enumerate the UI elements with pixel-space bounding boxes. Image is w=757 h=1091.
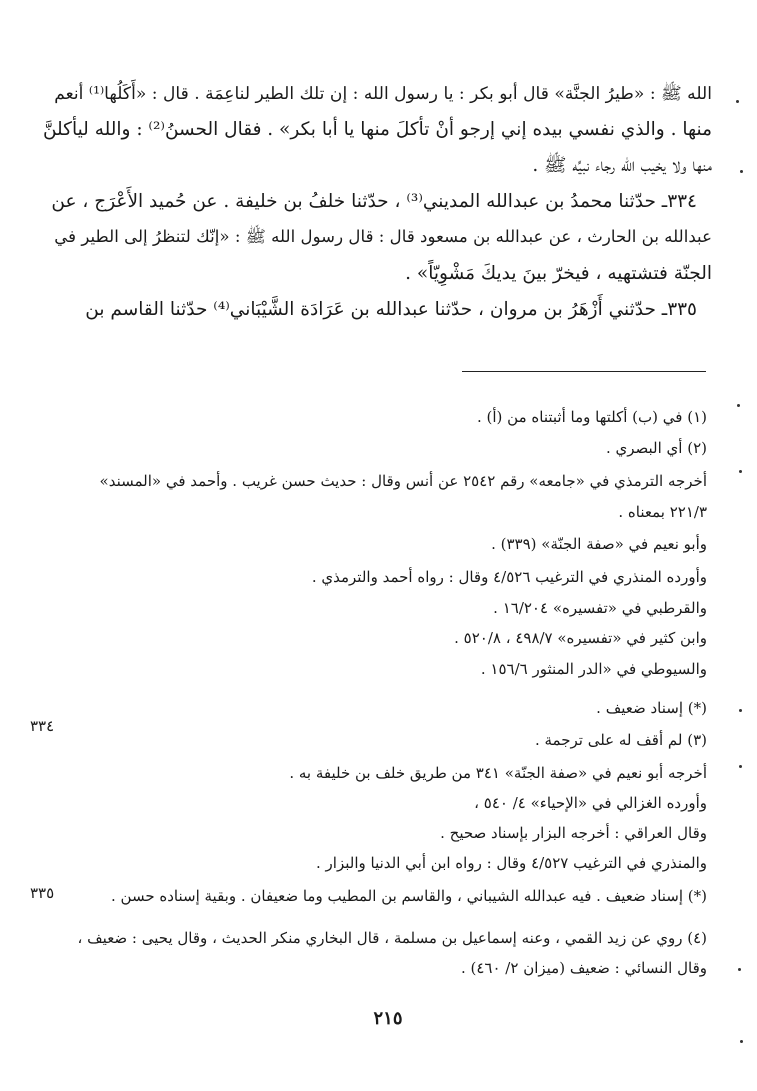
- footnote-line: أخرجه الترمذي في «جامعه» رقم ٢٥٤٢ عن أنس وقال : حديث حسن غريب . وأحمد في «المسند»: [99, 472, 707, 490]
- scan-speck: [737, 404, 740, 407]
- scan-speck: [739, 470, 742, 473]
- hadith-334-line-2: عبدالله بن الحارث ، عن عبدالله بن مسعود قال : قال رسول الله ﷺ : «إنّك لتنظرُ إلى الطير في: [54, 227, 712, 246]
- footnote-4: (٤) روي عن زيد القمي ، وعنه إسماعيل بن مسلمة ، قال البخاري منكر الحديث ، وقال يحيى : ضعيف ،: [77, 929, 707, 947]
- footnote-3: (٣) لم أقف له على ترجمة .: [534, 731, 707, 749]
- footnote-2: (٢) أي البصري .: [605, 439, 707, 457]
- main-line-3: منها ولا يخيب الله رجاء نبيِّه ﷺ .: [532, 155, 712, 176]
- footnote-line: والقرطبي في «تفسيره» ١٦/٢٠٤ .: [493, 599, 707, 617]
- scan-speck: [739, 709, 742, 712]
- page-number: ٢١٥: [373, 1008, 403, 1029]
- scan-speck: [740, 1040, 743, 1043]
- scan-speck: [739, 765, 742, 768]
- footnote-line: والمنذري في الترغيب ٤/٥٢٧ وقال : رواه ابن أبي الدنيا والبزار .: [316, 854, 707, 872]
- hadith-334-line-3: الجنّة فتشتهيه ، فيخرّ بينَ يديكَ مَشْوِيّاً» .: [405, 263, 712, 284]
- footnote-line: وأبو نعيم في «صفة الجنّة» (٣٣٩) .: [491, 535, 707, 553]
- footnote-grade: (*) إسناد ضعيف . فيه عبدالله الشيباني ، والقاسم بن المطيب وما ضعيفان . وبقية إسناده حسن .: [111, 887, 707, 905]
- footnote-line: وأورده الغزالي في «الإحياء» ٤/ ٥٤٠ ،: [474, 794, 707, 812]
- margin-number-334: ٣٣٤: [30, 717, 55, 735]
- hadith-335-line-1: ٣٣٥ـ حدّثني أَزْهَرُ بن مروان ، حدّثنا عبدالله بن عَرَادَة الشَّيْبَاني⁽⁴⁾ حدّثنا القاسم بن: [85, 299, 697, 320]
- footnote-line: وأورده المنذري في الترغيب ٤/٥٢٦ وقال : رواه أحمد والترمذي .: [311, 568, 707, 586]
- footnote-line: وقال العراقي : أخرجه البزار بإسناد صحيح .: [440, 824, 707, 842]
- footnote-grade: (*) إسناد ضعيف .: [596, 699, 707, 717]
- footnote-line: والسيوطي في «الدر المنثور ١٥٦/٦ .: [480, 660, 707, 678]
- margin-number-335: ٣٣٥: [30, 884, 55, 902]
- footnote-line: ٢٢١/٣ بمعناه .: [618, 503, 707, 521]
- footnote-separator: [462, 371, 706, 372]
- scan-speck: [738, 968, 741, 971]
- scan-speck: [736, 100, 739, 103]
- footnote-1: (١) في (ب) أكلتها وما أثبتناه من (أ) .: [477, 408, 707, 426]
- footnote-line: وابن كثير في «تفسيره» ٤٩٨/٧ ، ٥٢٠/٨ .: [454, 629, 707, 647]
- footnote-line: وقال النسائي : ضعيف (ميزان ٢/ ٤٦٠) .: [460, 959, 707, 977]
- scan-speck: [740, 170, 743, 173]
- hadith-334-line-1: ٣٣٤ـ حدّثنا محمدُ بن عبدالله المديني⁽³⁾ ، حدّثنا خلفُ بن خليفة . عن حُميد الأَعْرَج ، عن: [51, 191, 697, 212]
- footnote-line: أخرجه أبو نعيم في «صفة الجنّة» ٣٤١ من طريق خلف بن خليفة به .: [289, 764, 707, 782]
- main-line-1: الله ﷺ : «طيرُ الجنَّة» قال أبو بكر : يا رسول الله : إن تلك الطير لناعِمَة . قال : «أَكَلُها⁽¹⁾ أنعم: [54, 84, 712, 104]
- main-line-2: منها . والذي نفسي بيده إني إرجو أنْ تأكلَ منها يا أبا بكر» . فقال الحسنُ⁽²⁾ : والله ليأكلنَّ: [42, 119, 712, 140]
